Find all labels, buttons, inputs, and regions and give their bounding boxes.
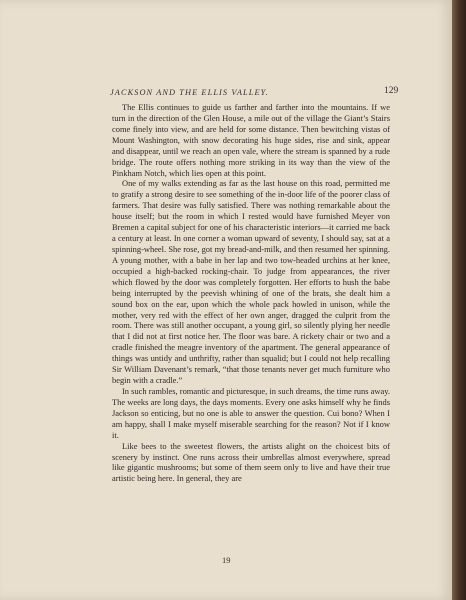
signature-mark: 19 <box>222 555 231 565</box>
paragraph: One of my walks extending as far as the last house on this road, permitted me to gratify a strong desire to see something of the in-door life of the poorer class of farmers. That desire was fully satisfied. There was nothing remarkable about the house itself; but the room in which I rested would have furnished Meyer von Bremen a capital subject for one of his characteristic interiors—it carried me back a century at least. In one corner a woman upward of seventy, I should say, sat at a spinning-wheel. She rose, got my bread-and-milk, and then resumed her spinning. A young mother, with a babe in her lap and two tow-headed urchins at her knee, occupied a high-backed rocking-chair. To judge from appearances, the river which flowed by the door was completely forgotten. Her efforts to hush the babe being interrupted by the peevish whining of one of the brats, she dealt him a sound box on the ear, upon which the whole pack howled in unison, while the mother, very red with the effect of her own anger, dragged the culprit from the room. There was still another occupant, a young girl, so silently plying her needle that I did not at first notice her. The floor was bare. A rickety chair or two and a cradle finished the meagre inventory of the apartment. The general appearance of things was untidy and unthrifty, rather than squalid; but I could not help recalling Sir William Davenant’s remark, “that those tenants never get much furniture who begin with a cradle.” <box>112 178 390 386</box>
paragraph: The Ellis continues to guide us farther and farther into the mountains. If we turn in the direction of the Glen House, a mile out of the village the Giant’s Stairs come finely into view, and are held for some distance. Then bewitching vistas of Mount Washington, with snow decorating his huge sides, rise and sink, appear and disappear, until we reach an open vale, where the stream is spanned by a rude bridge. The route offers nothing more striking in its way than the view of the Pinkham Notch, which lies open at this point. <box>112 102 390 178</box>
running-title: JACKSON AND THE ELLIS VALLEY. <box>110 88 269 97</box>
paragraph: Like bees to the sweetest flowers, the artists alight on the choicest bits of scenery by instinct. One runs across their umbrellas almost everywhere, spread like gigantic mushrooms; but some of them seem only to live and have their true artistic being here. In general, they are <box>112 440 390 484</box>
page-number: 129 <box>384 86 399 96</box>
body-text <box>112 102 390 484</box>
book-cover-edge <box>452 0 466 600</box>
paragraph: In such rambles, romantic and picturesque, in such dreams, the time runs away. The weeks are long days, the days moments. Every one asks himself why he finds Jackson so enticing, but no one is able to answer the question. Cui bono? When I am happy, shall I make myself miserable searching for the reason? Not if I know it. <box>112 385 390 440</box>
